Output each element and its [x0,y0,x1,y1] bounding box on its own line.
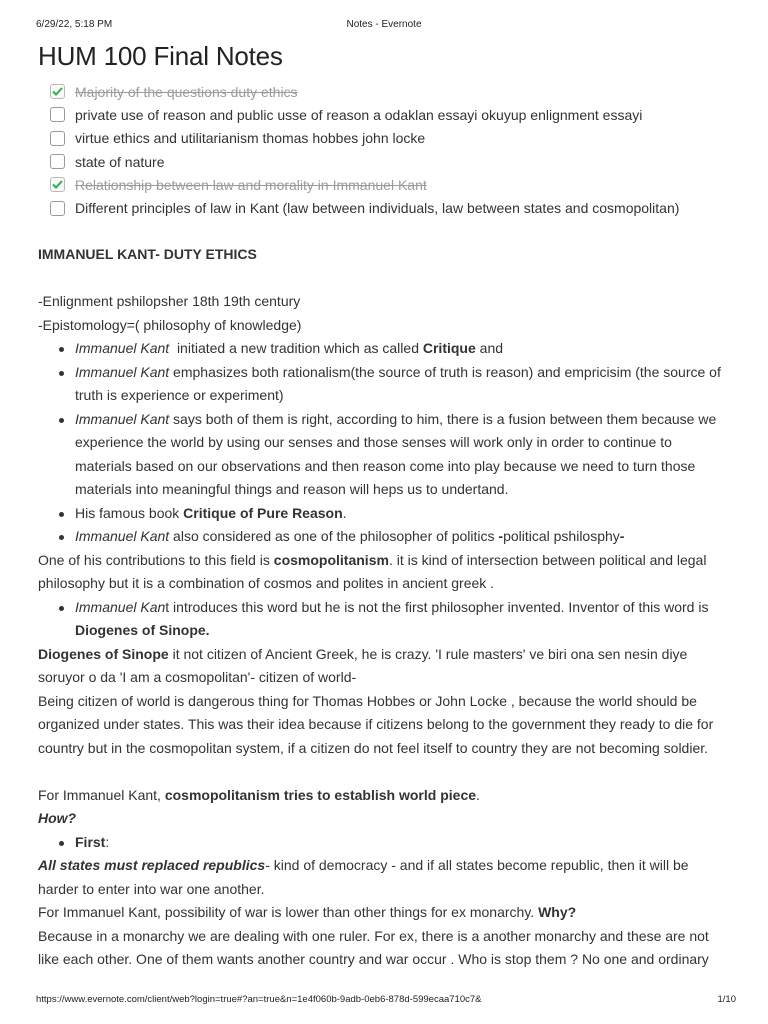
print-page-title: Notes - Evernote [346,19,422,30]
bullet-icon [59,371,64,376]
paragraph: For Immanuel Kant, possibility of war is lower than other things for ex monarchy. Why? [38,904,577,920]
paragraph: Being citizen of world is dangerous thing for Thomas Hobbes or John Locke , because the world should be organized under states. This was their idea because if citizens belong to the government they ready to die for country but in the cosmopolitan system, if a citizen do not feel itself to country they are not becoming soldier. [38,692,714,756]
list-item: First: [38,831,728,855]
print-page-number: 1/10 [717,994,736,1005]
print-date: 6/29/22, 5:18 PM [36,19,113,30]
checkbox-checked[interactable] [50,84,65,99]
checklist-item [50,80,740,103]
print-url: https://www.evernote.com/client/web?login=true#?an=true&n=1e4f060b-9adb-0eb6-878d-599ecaa710c7& [36,994,482,1005]
print-header [0,19,768,33]
paragraph: For Immanuel Kant, cosmopolitanism tries to establish world piece. [38,786,480,803]
list-item: Immanuel Kant says both of them is right, according to him, there is a fusion between them because we experience the world by using our senses and those senses will work only in order to continue to materials based on our observations and then reason come into play because we need to turn those materials into meaningful things and reason will heps us to undertand. [38,408,728,502]
checklist-item [50,196,740,219]
paragraph: All states must replaced republics- kind of democracy - and if all states become republic, then it will be harder to enter into war one another. [38,857,689,897]
checkmark-icon [52,87,63,96]
bullet-icon [59,418,64,423]
checklist-item-text: Majority of the questions duty ethics [75,83,298,100]
list-item: Immanuel Kant introduces this word but he is not the first philosopher invented. Inventor of this word is Diogenes of Sinope. [38,596,728,643]
checklist [50,80,740,220]
bullet-icon [59,512,64,517]
checkmark-icon [52,180,63,189]
intro-line: -Epistomology=( philosophy of knowledge) [38,316,302,333]
checklist-item [50,103,740,126]
checklist-item-text: state of nature [75,153,165,170]
list-item: Immanuel Kant initiated a new tradition which as called Critique and [38,337,728,361]
bullet-icon [59,606,64,611]
list-item: His famous book Critique of Pure Reason. [38,502,728,526]
subheading-how: How? [38,810,77,826]
checkbox-unchecked[interactable] [50,154,65,169]
section-heading: IMMANUEL KANT- DUTY ETHICS [38,246,257,262]
paragraph: One of his contributions to this field is cosmopolitanism. it is kind of intersection between political and legal philosophy but it is a combination of cosmos and polites in ancient greek . [38,551,707,591]
bullet-icon [59,535,64,540]
bullet-list [38,831,728,855]
paragraph: Because in a monarchy we are dealing with one ruler. For ex, there is a another monarchy and these are not like each other. One of them wants another country and war occur . Who is stop them ? No one and ordinary [38,927,709,967]
bullet-list [38,337,728,549]
list-item: Immanuel Kant also considered as one of the philosopher of politics -political pshilosphy- [38,525,728,549]
paragraph: Diogenes of Sinope it not citizen of Ancient Greek, he is crazy. 'I rule masters' ve biri ona sen nesin diye soruyor o da 'I am a cosmopolitan'- citizen of world- [38,645,688,685]
checklist-item-text: virtue ethics and utilitarianism thomas hobbes john locke [75,130,426,147]
checkbox-unchecked[interactable] [50,131,65,146]
checklist-item [50,173,740,196]
bullet-icon [59,347,64,352]
intro-line: -Enlignment pshilopsher 18th 19th century [38,293,301,309]
checklist-item [50,150,740,173]
bullet-list [38,596,728,643]
checklist-item [50,127,740,150]
checkbox-unchecked[interactable] [50,107,65,122]
checkbox-unchecked[interactable] [50,201,65,216]
bullet-icon [59,841,64,846]
note-title: HUM 100 Final Notes [38,41,283,71]
print-footer [0,994,768,1008]
checklist-item-text: Different principles of law in Kant (law between individuals, law between states and cosmopolitan) [75,200,680,217]
checklist-item-text: private use of reason and public usse of reason a odaklan essayi okuyup enlignment essayi [75,106,643,123]
note-body [38,243,728,972]
checkbox-checked[interactable] [50,177,65,192]
checklist-item-text: Relationship between law and morality in Immanuel Kant [75,176,427,193]
list-item: Immanuel Kant emphasizes both rationalism(the source of truth is reason) and empricisim (the source of truth is experience or experiment) [38,361,728,408]
